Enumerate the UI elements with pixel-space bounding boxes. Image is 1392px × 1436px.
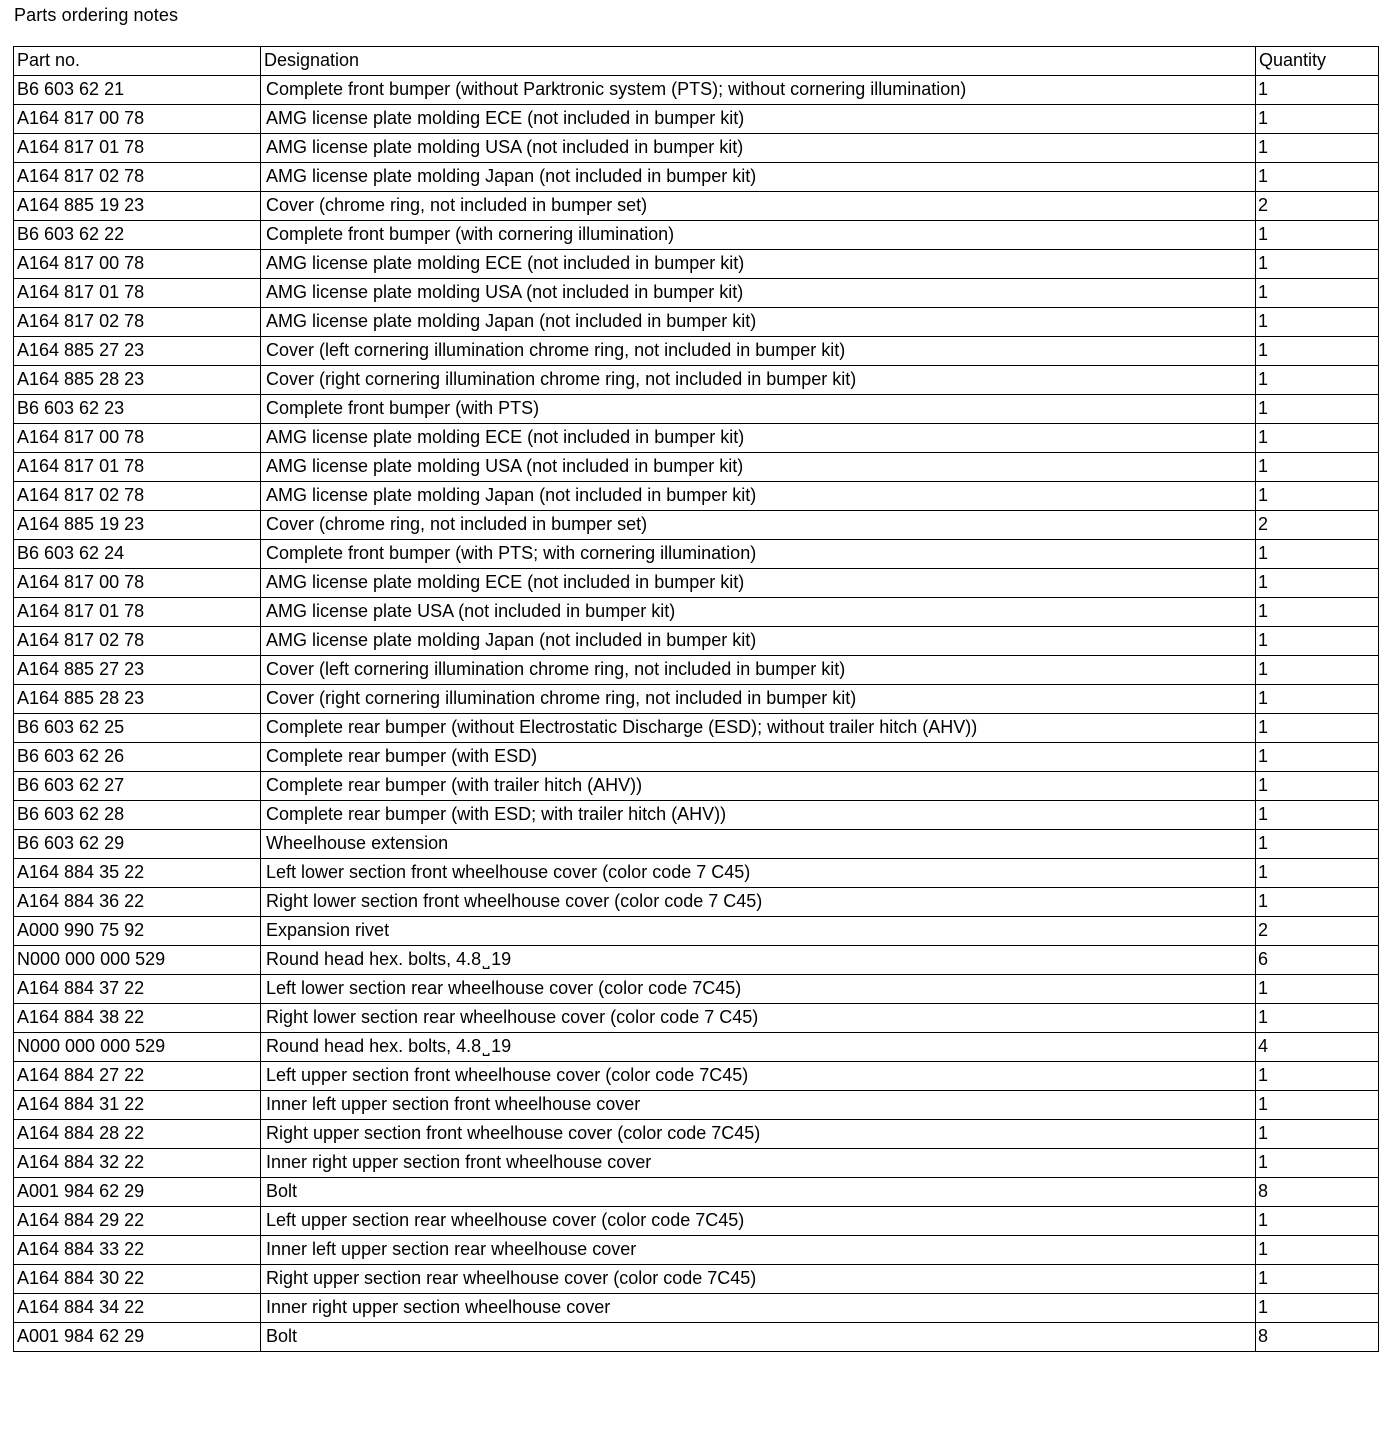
parts-table: [13, 46, 1379, 1352]
table-row: [14, 888, 1379, 917]
designation-cell: AMG license plate molding USA (not included in bumper kit): [261, 134, 1256, 163]
part-number-cell: B6 603 62 28: [14, 801, 261, 830]
quantity-cell: 1: [1256, 975, 1379, 1004]
designation-cell: Complete rear bumper (with trailer hitch (AHV)): [261, 772, 1256, 801]
part-number-cell: A164 817 02 78: [14, 308, 261, 337]
table-row: [14, 366, 1379, 395]
quantity-cell: 2: [1256, 917, 1379, 946]
designation-cell: AMG license plate USA (not included in bumper kit): [261, 598, 1256, 627]
designation-cell: Inner right upper section front wheelhouse cover: [261, 1149, 1256, 1178]
table-row: [14, 250, 1379, 279]
table-row: [14, 1091, 1379, 1120]
designation-cell: Right lower section rear wheelhouse cover (color code 7 C45): [261, 1004, 1256, 1033]
table-row: [14, 134, 1379, 163]
quantity-cell: 1: [1256, 1207, 1379, 1236]
part-number-cell: A164 885 19 23: [14, 192, 261, 221]
part-number-cell: A164 885 27 23: [14, 337, 261, 366]
designation-cell: Right upper section rear wheelhouse cover (color code 7C45): [261, 1265, 1256, 1294]
designation-cell: Cover (right cornering illumination chrome ring, not included in bumper kit): [261, 685, 1256, 714]
part-number-cell: A001 984 62 29: [14, 1323, 261, 1352]
quantity-cell: 1: [1256, 540, 1379, 569]
table-row: [14, 76, 1379, 105]
quantity-cell: 1: [1256, 743, 1379, 772]
part-number-cell: A164 885 27 23: [14, 656, 261, 685]
quantity-cell: 6: [1256, 946, 1379, 975]
quantity-cell: 1: [1256, 453, 1379, 482]
quantity-cell: 1: [1256, 482, 1379, 511]
quantity-cell: 1: [1256, 1236, 1379, 1265]
quantity-cell: 1: [1256, 424, 1379, 453]
part-number-cell: B6 603 62 21: [14, 76, 261, 105]
designation-cell: AMG license plate molding Japan (not included in bumper kit): [261, 482, 1256, 511]
table-row: [14, 424, 1379, 453]
table-row: [14, 946, 1379, 975]
quantity-cell: 1: [1256, 888, 1379, 917]
part-number-cell: A164 817 01 78: [14, 134, 261, 163]
part-number-cell: B6 603 62 23: [14, 395, 261, 424]
designation-cell: AMG license plate molding ECE (not included in bumper kit): [261, 569, 1256, 598]
table-row: [14, 1178, 1379, 1207]
designation-cell: Inner left upper section rear wheelhouse cover: [261, 1236, 1256, 1265]
part-number-cell: A164 817 01 78: [14, 598, 261, 627]
table-row: [14, 163, 1379, 192]
part-number-cell: A164 884 29 22: [14, 1207, 261, 1236]
part-number-cell: A164 884 30 22: [14, 1265, 261, 1294]
designation-cell: Cover (left cornering illumination chrome ring, not included in bumper kit): [261, 656, 1256, 685]
designation-cell: Complete rear bumper (with ESD; with trailer hitch (AHV)): [261, 801, 1256, 830]
table-row: [14, 830, 1379, 859]
part-number-cell: A164 885 19 23: [14, 511, 261, 540]
quantity-cell: 1: [1256, 598, 1379, 627]
table-row: [14, 279, 1379, 308]
part-number-cell: A164 884 36 22: [14, 888, 261, 917]
column-header-quantity: Quantity: [1256, 47, 1379, 76]
part-number-cell: A164 817 00 78: [14, 424, 261, 453]
quantity-cell: 1: [1256, 134, 1379, 163]
part-number-cell: B6 603 62 24: [14, 540, 261, 569]
table-row: [14, 511, 1379, 540]
quantity-cell: 1: [1256, 1062, 1379, 1091]
part-number-cell: A164 817 00 78: [14, 105, 261, 134]
table-row: [14, 192, 1379, 221]
table-row: [14, 453, 1379, 482]
part-number-cell: A164 817 00 78: [14, 569, 261, 598]
designation-cell: AMG license plate molding USA (not included in bumper kit): [261, 453, 1256, 482]
quantity-cell: 1: [1256, 105, 1379, 134]
table-row: [14, 1323, 1379, 1352]
designation-cell: Left upper section rear wheelhouse cover (color code 7C45): [261, 1207, 1256, 1236]
quantity-cell: 1: [1256, 1265, 1379, 1294]
part-number-cell: A164 817 02 78: [14, 163, 261, 192]
designation-cell: Inner left upper section front wheelhouse cover: [261, 1091, 1256, 1120]
table-row: [14, 975, 1379, 1004]
quantity-cell: 1: [1256, 250, 1379, 279]
column-header-designation: Designation: [261, 47, 1256, 76]
table-row: [14, 859, 1379, 888]
table-row: [14, 1265, 1379, 1294]
quantity-cell: 1: [1256, 801, 1379, 830]
quantity-cell: 2: [1256, 511, 1379, 540]
designation-cell: AMG license plate molding Japan (not included in bumper kit): [261, 627, 1256, 656]
quantity-cell: 4: [1256, 1033, 1379, 1062]
designation-cell: Complete rear bumper (without Electrostatic Discharge (ESD); without trailer hitch (AHV)): [261, 714, 1256, 743]
part-number-cell: A164 885 28 23: [14, 366, 261, 395]
table-row: [14, 1062, 1379, 1091]
designation-cell: Cover (chrome ring, not included in bumper set): [261, 511, 1256, 540]
quantity-cell: 8: [1256, 1178, 1379, 1207]
table-row: [14, 772, 1379, 801]
part-number-cell: A164 884 27 22: [14, 1062, 261, 1091]
designation-cell: Cover (left cornering illumination chrome ring, not included in bumper kit): [261, 337, 1256, 366]
designation-cell: Right upper section front wheelhouse cover (color code 7C45): [261, 1120, 1256, 1149]
designation-cell: AMG license plate molding ECE (not included in bumper kit): [261, 250, 1256, 279]
table-row: [14, 1149, 1379, 1178]
part-number-cell: A164 884 32 22: [14, 1149, 261, 1178]
part-number-cell: A164 884 28 22: [14, 1120, 261, 1149]
part-number-cell: A164 884 33 22: [14, 1236, 261, 1265]
quantity-cell: 1: [1256, 685, 1379, 714]
designation-cell: Right lower section front wheelhouse cover (color code 7 C45): [261, 888, 1256, 917]
designation-cell: Complete front bumper (without Parktronic system (PTS); without cornering illumination): [261, 76, 1256, 105]
quantity-cell: 1: [1256, 830, 1379, 859]
table-header-row: [14, 47, 1379, 76]
part-number-cell: A164 817 02 78: [14, 627, 261, 656]
quantity-cell: 1: [1256, 772, 1379, 801]
quantity-cell: 1: [1256, 714, 1379, 743]
quantity-cell: 1: [1256, 1004, 1379, 1033]
table-row: [14, 685, 1379, 714]
table-row: [14, 395, 1379, 424]
part-number-cell: B6 603 62 29: [14, 830, 261, 859]
table-row: [14, 482, 1379, 511]
quantity-cell: 1: [1256, 395, 1379, 424]
quantity-cell: 1: [1256, 627, 1379, 656]
part-number-cell: A164 817 00 78: [14, 250, 261, 279]
designation-cell: Round head hex. bolts, 4.8 ̺ 19: [261, 1033, 1256, 1062]
table-row: [14, 1236, 1379, 1265]
designation-cell: AMG license plate molding ECE (not included in bumper kit): [261, 105, 1256, 134]
designation-cell: Complete rear bumper (with ESD): [261, 743, 1256, 772]
designation-cell: Cover (chrome ring, not included in bumper set): [261, 192, 1256, 221]
designation-cell: Left lower section rear wheelhouse cover (color code 7C45): [261, 975, 1256, 1004]
quantity-cell: 1: [1256, 1149, 1379, 1178]
designation-cell: Left upper section front wheelhouse cover (color code 7C45): [261, 1062, 1256, 1091]
part-number-cell: A164 884 34 22: [14, 1294, 261, 1323]
table-row: [14, 337, 1379, 366]
part-number-cell: A164 884 35 22: [14, 859, 261, 888]
table-row: [14, 1120, 1379, 1149]
part-number-cell: A000 990 75 92: [14, 917, 261, 946]
quantity-cell: 8: [1256, 1323, 1379, 1352]
designation-cell: Bolt: [261, 1178, 1256, 1207]
designation-cell: Left lower section front wheelhouse cover (color code 7 C45): [261, 859, 1256, 888]
designation-cell: Complete front bumper (with PTS): [261, 395, 1256, 424]
table-row: [14, 1004, 1379, 1033]
quantity-cell: 2: [1256, 192, 1379, 221]
part-number-cell: A164 817 02 78: [14, 482, 261, 511]
part-number-cell: N000 000 000 529: [14, 946, 261, 975]
designation-cell: Wheelhouse extension: [261, 830, 1256, 859]
quantity-cell: 1: [1256, 1091, 1379, 1120]
table-row: [14, 743, 1379, 772]
table-row: [14, 598, 1379, 627]
quantity-cell: 1: [1256, 366, 1379, 395]
designation-cell: Expansion rivet: [261, 917, 1256, 946]
designation-cell: AMG license plate molding Japan (not included in bumper kit): [261, 308, 1256, 337]
part-number-cell: A001 984 62 29: [14, 1178, 261, 1207]
quantity-cell: 1: [1256, 859, 1379, 888]
part-number-cell: A164 884 37 22: [14, 975, 261, 1004]
quantity-cell: 1: [1256, 1120, 1379, 1149]
table-row: [14, 221, 1379, 250]
column-header-part-no: Part no.: [14, 47, 261, 76]
quantity-cell: 1: [1256, 279, 1379, 308]
table-body: [14, 76, 1379, 1352]
page-title: Parts ordering notes: [14, 5, 179, 25]
part-number-cell: B6 603 62 25: [14, 714, 261, 743]
quantity-cell: 1: [1256, 656, 1379, 685]
part-number-cell: B6 603 62 26: [14, 743, 261, 772]
designation-cell: AMG license plate molding USA (not included in bumper kit): [261, 279, 1256, 308]
designation-cell: Cover (right cornering illumination chrome ring, not included in bumper kit): [261, 366, 1256, 395]
quantity-cell: 1: [1256, 221, 1379, 250]
quantity-cell: 1: [1256, 308, 1379, 337]
table-row: [14, 627, 1379, 656]
quantity-cell: 1: [1256, 337, 1379, 366]
designation-cell: Complete front bumper (with cornering illumination): [261, 221, 1256, 250]
part-number-cell: A164 817 01 78: [14, 453, 261, 482]
table-row: [14, 917, 1379, 946]
quantity-cell: 1: [1256, 569, 1379, 598]
table-row: [14, 801, 1379, 830]
designation-cell: Inner right upper section wheelhouse cover: [261, 1294, 1256, 1323]
part-number-cell: A164 885 28 23: [14, 685, 261, 714]
table-row: [14, 1294, 1379, 1323]
table-row: [14, 569, 1379, 598]
part-number-cell: N000 000 000 529: [14, 1033, 261, 1062]
designation-cell: Round head hex. bolts, 4.8 ̺ 19: [261, 946, 1256, 975]
table-row: [14, 1033, 1379, 1062]
table-row: [14, 308, 1379, 337]
designation-cell: Bolt: [261, 1323, 1256, 1352]
quantity-cell: 1: [1256, 76, 1379, 105]
part-number-cell: B6 603 62 22: [14, 221, 261, 250]
part-number-cell: A164 884 31 22: [14, 1091, 261, 1120]
quantity-cell: 1: [1256, 163, 1379, 192]
designation-cell: Complete front bumper (with PTS; with cornering illumination): [261, 540, 1256, 569]
table-row: [14, 540, 1379, 569]
table-row: [14, 1207, 1379, 1236]
designation-cell: AMG license plate molding Japan (not included in bumper kit): [261, 163, 1256, 192]
table-row: [14, 656, 1379, 685]
table-row: [14, 105, 1379, 134]
quantity-cell: 1: [1256, 1294, 1379, 1323]
part-number-cell: B6 603 62 27: [14, 772, 261, 801]
table-row: [14, 714, 1379, 743]
part-number-cell: A164 884 38 22: [14, 1004, 261, 1033]
designation-cell: AMG license plate molding ECE (not included in bumper kit): [261, 424, 1256, 453]
part-number-cell: A164 817 01 78: [14, 279, 261, 308]
